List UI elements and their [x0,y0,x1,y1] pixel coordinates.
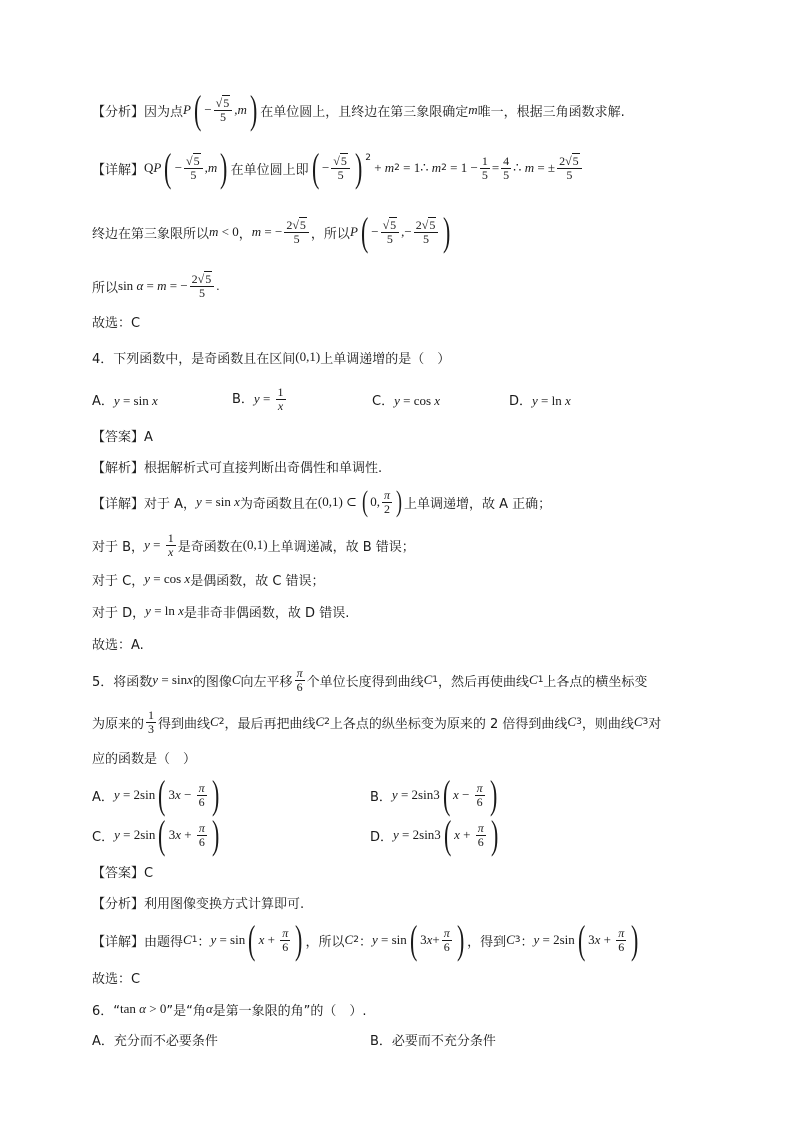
fraction: $\frac{√5}{5}$ [214,97,233,124]
q5-analysis: 【分析】利用图像变换方式计算即可. [92,896,305,912]
q3-detail-line: 【详解】 Q P ( − $\frac{√5}{5}$ , m ) 在单位圆上即 ( − $\frac{√5}{5}$ ) 2 + m 2 = 1 ∴ m 2 = 1 − $\frac{1}{5}$ = $\frac{4}{5}$ ∴ m = ± $\frac{2√5}{5}$ [92,148,584,188]
q5-detail: 【详解】由题得 C 1 ： y = sin ( x + $\frac{\pi}{6}$ ) ，所以 C 2 ： y = sin ( 3 x + $\frac{\pi}{6}$ ) ，得到 C 3 ： y = 2sin ( 3 x + $\frac{\pi}{6}$ ) [92,917,639,962]
q6-stem: 6．“ tan α > 0 ”是“角 α 是第一象限的角”的（ ）. [92,1001,367,1019]
q3-analysis-line: 【分析】 因为点 P ( − $\frac{√5}{5}$ , m ) 在单位圆上，且终边在第三象限确定 m 唯一，根据三角函数求解. [92,87,625,132]
q4-options: A．y = sin x B．y = $\frac{1}{x}$ C．y = cos x D．y = ln x [92,384,571,413]
q4-stem: 4．下列函数中，是奇函数且在区间 (0,1) 上单调递增的是（ ） [92,349,451,367]
q5-stem-2: 为原来的 $\frac{1}{3}$ 得到曲线 C 2 ，最后再把曲线 C 2 上各点的纵坐标变为原来的 2 倍得到曲线 C 3 ，则曲线 C 3 对 [92,707,662,736]
q5-stem-3: 应的函数是（ ） [92,751,197,767]
q3-choice: 故选：C [92,315,141,331]
q5-stem-1: 5．将函数 y = sin x 的图像 C 向左平移 $\frac{\pi}{6}$ 个单位长度得到曲线 C 1 ，然后再使曲线 C 1 上各点的横坐标变 [92,665,648,694]
analysis-tag: 【分析】 [92,104,145,120]
q4-analysis: 【解析】根据解析式可直接判断出奇偶性和单调性. [92,460,383,476]
q3-so-line: 所以 sin α = m = − $\frac{2√5}{5}$ . [92,271,220,300]
q4-detail-a: 【详解】 对于 A， y = sin x 为奇函数且在 (0,1) ⊂ ( 0, $\frac{\pi}{2}$ ) 上单调递增，故 A 正确； [92,485,552,518]
q5-options-ab: A． y = 2sin ( 3 x − $\frac{\pi}{6}$ ) B． y = 2sin3 ( x − $\frac{\pi}{6}$ ) [92,772,498,817]
q5-choice: 故选：C [92,971,141,987]
q4-detail-c: 对于 C， y = cos x 是偶函数，故 C 错误； [92,571,325,589]
q4-answer: 【答案】A [92,429,153,445]
q5-answer: 【答案】C [92,865,154,881]
q3-quadrant-line: 终边在第三象限所以 m < 0 ， m = − $\frac{2√5}{5}$ ，所以 P ( − $\frac{√5}{5}$ ,− $\frac{2√5}{5}$ ) [92,209,451,254]
q4-choice: 故选：A. [92,637,144,653]
detail-tag: 【详解】 [92,162,145,178]
q4-detail-d: 对于 D， y = ln x 是非奇非偶函数，故 D 错误. [92,603,350,621]
q6-options: A．充分而不必要条件 B．必要而不充分条件 [92,1033,496,1049]
q5-options-cd: C． y = 2sin ( 3 x + $\frac{\pi}{6}$ ) D． y = 2sin3 ( x + $\frac{\pi}{6}$ ) [92,812,499,857]
q4-detail-b: 对于 B， y = $\frac{1}{x}$ 是奇函数在 (0,1) 上单调递减，故 B 错误； [92,530,415,559]
